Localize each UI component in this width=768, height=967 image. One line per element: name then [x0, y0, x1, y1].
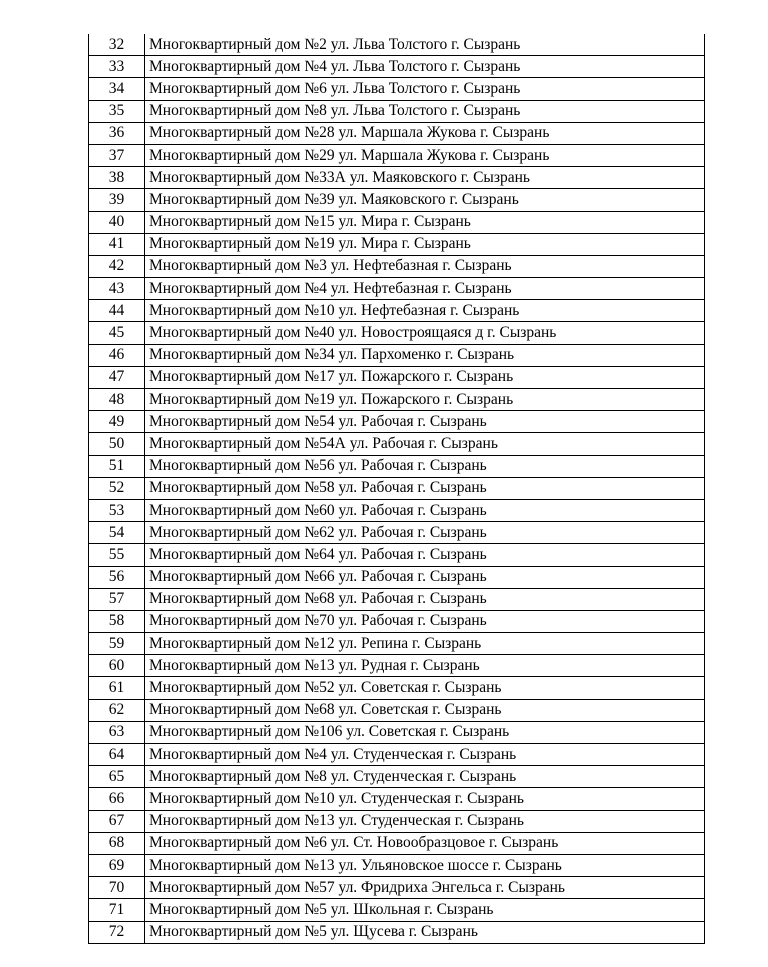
- row-number: 42: [89, 255, 145, 277]
- table-row: [89, 832, 705, 854]
- row-number: 38: [89, 167, 145, 189]
- table-row: [89, 899, 705, 921]
- row-number: 62: [89, 699, 145, 721]
- building-address: Многоквартирный дом №3 ул. Нефтебазная г. Сызрань: [145, 255, 705, 277]
- table-row: [89, 455, 705, 477]
- building-address: Многоквартирный дом №40 ул. Новостроящаяся д г. Сызрань: [145, 322, 705, 344]
- table-row: [89, 499, 705, 521]
- building-address: Многоквартирный дом №6 ул. Ст. Новообразцовое г. Сызрань: [145, 832, 705, 854]
- row-number: 34: [89, 78, 145, 100]
- row-number: 58: [89, 610, 145, 632]
- table-row: [89, 477, 705, 499]
- table-row: [89, 34, 705, 56]
- table-row: [89, 921, 705, 943]
- building-address: Многоквартирный дом №19 ул. Мира г. Сызрань: [145, 233, 705, 255]
- building-address: Многоквартирный дом №19 ул. Пожарского г. Сызрань: [145, 389, 705, 411]
- row-number: 37: [89, 144, 145, 166]
- row-number: 65: [89, 766, 145, 788]
- building-address: Многоквартирный дом №13 ул. Ульяновское шоссе г. Сызрань: [145, 854, 705, 876]
- row-number: 72: [89, 921, 145, 943]
- building-address: Многоквартирный дом №2 ул. Льва Толстого г. Сызрань: [145, 34, 705, 56]
- table-row: [89, 566, 705, 588]
- row-number: 39: [89, 189, 145, 211]
- table-row: [89, 854, 705, 876]
- building-address: Многоквартирный дом №29 ул. Маршала Жукова г. Сызрань: [145, 144, 705, 166]
- table-row: [89, 122, 705, 144]
- table-row: [89, 788, 705, 810]
- table-row: [89, 56, 705, 78]
- table-row: [89, 411, 705, 433]
- building-address: Многоквартирный дом №4 ул. Студенческая г. Сызрань: [145, 744, 705, 766]
- row-number: 49: [89, 411, 145, 433]
- row-number: 70: [89, 877, 145, 899]
- table-row: [89, 255, 705, 277]
- building-address: Многоквартирный дом №54А ул. Рабочая г. Сызрань: [145, 433, 705, 455]
- row-number: 57: [89, 588, 145, 610]
- table-row: [89, 810, 705, 832]
- building-address: Многоквартирный дом №70 ул. Рабочая г. Сызрань: [145, 610, 705, 632]
- row-number: 52: [89, 477, 145, 499]
- building-address: Многоквартирный дом №5 ул. Щусева г. Сызрань: [145, 921, 705, 943]
- row-number: 40: [89, 211, 145, 233]
- row-number: 48: [89, 389, 145, 411]
- table-row: [89, 633, 705, 655]
- building-address: Многоквартирный дом №8 ул. Льва Толстого г. Сызрань: [145, 100, 705, 122]
- building-address: Многоквартирный дом №64 ул. Рабочая г. Сызрань: [145, 544, 705, 566]
- row-number: 41: [89, 233, 145, 255]
- row-number: 71: [89, 899, 145, 921]
- row-number: 59: [89, 633, 145, 655]
- row-number: 61: [89, 677, 145, 699]
- table-row: [89, 544, 705, 566]
- row-number: 64: [89, 744, 145, 766]
- row-number: 46: [89, 344, 145, 366]
- row-number: 69: [89, 854, 145, 876]
- table-row: [89, 389, 705, 411]
- table-row: [89, 744, 705, 766]
- address-table: [88, 34, 705, 944]
- row-number: 51: [89, 455, 145, 477]
- row-number: 66: [89, 788, 145, 810]
- table-row: [89, 189, 705, 211]
- building-address: Многоквартирный дом №57 ул. Фридриха Энгельса г. Сызрань: [145, 877, 705, 899]
- table-row: [89, 322, 705, 344]
- row-number: 67: [89, 810, 145, 832]
- building-address: Многоквартирный дом №4 ул. Нефтебазная г. Сызрань: [145, 278, 705, 300]
- building-address: Многоквартирный дом №10 ул. Нефтебазная г. Сызрань: [145, 300, 705, 322]
- row-number: 54: [89, 522, 145, 544]
- building-address: Многоквартирный дом №54 ул. Рабочая г. Сызрань: [145, 411, 705, 433]
- building-address: Многоквартирный дом №15 ул. Мира г. Сызрань: [145, 211, 705, 233]
- building-address: Многоквартирный дом №68 ул. Рабочая г. Сызрань: [145, 588, 705, 610]
- row-number: 33: [89, 56, 145, 78]
- table-row: [89, 233, 705, 255]
- table-row: [89, 344, 705, 366]
- table-row: [89, 366, 705, 388]
- address-table-body: [89, 34, 705, 943]
- building-address: Многоквартирный дом №62 ул. Рабочая г. Сызрань: [145, 522, 705, 544]
- table-row: [89, 100, 705, 122]
- row-number: 60: [89, 655, 145, 677]
- table-row: [89, 721, 705, 743]
- row-number: 44: [89, 300, 145, 322]
- building-address: Многоквартирный дом №8 ул. Студенческая г. Сызрань: [145, 766, 705, 788]
- building-address: Многоквартирный дом №13 ул. Рудная г. Сызрань: [145, 655, 705, 677]
- table-row: [89, 610, 705, 632]
- building-address: Многоквартирный дом №10 ул. Студенческая г. Сызрань: [145, 788, 705, 810]
- building-address: Многоквартирный дом №17 ул. Пожарского г. Сызрань: [145, 366, 705, 388]
- row-number: 56: [89, 566, 145, 588]
- building-address: Многоквартирный дом №39 ул. Маяковского г. Сызрань: [145, 189, 705, 211]
- building-address: Многоквартирный дом №56 ул. Рабочая г. Сызрань: [145, 455, 705, 477]
- table-row: [89, 766, 705, 788]
- building-address: Многоквартирный дом №13 ул. Студенческая г. Сызрань: [145, 810, 705, 832]
- table-row: [89, 278, 705, 300]
- table-row: [89, 144, 705, 166]
- row-number: 50: [89, 433, 145, 455]
- row-number: 53: [89, 499, 145, 521]
- table-row: [89, 300, 705, 322]
- table-row: [89, 677, 705, 699]
- building-address: Многоквартирный дом №34 ул. Пархоменко г. Сызрань: [145, 344, 705, 366]
- building-address: Многоквартирный дом №66 ул. Рабочая г. Сызрань: [145, 566, 705, 588]
- building-address: Многоквартирный дом №58 ул. Рабочая г. Сызрань: [145, 477, 705, 499]
- row-number: 35: [89, 100, 145, 122]
- row-number: 32: [89, 34, 145, 56]
- table-row: [89, 167, 705, 189]
- building-address: Многоквартирный дом №6 ул. Льва Толстого г. Сызрань: [145, 78, 705, 100]
- row-number: 68: [89, 832, 145, 854]
- building-address: Многоквартирный дом №5 ул. Школьная г. Сызрань: [145, 899, 705, 921]
- building-address: Многоквартирный дом №33А ул. Маяковского г. Сызрань: [145, 167, 705, 189]
- building-address: Многоквартирный дом №28 ул. Маршала Жукова г. Сызрань: [145, 122, 705, 144]
- building-address: Многоквартирный дом №106 ул. Советская г. Сызрань: [145, 721, 705, 743]
- building-address: Многоквартирный дом №4 ул. Льва Толстого г. Сызрань: [145, 56, 705, 78]
- row-number: 45: [89, 322, 145, 344]
- building-address: Многоквартирный дом №60 ул. Рабочая г. Сызрань: [145, 499, 705, 521]
- row-number: 55: [89, 544, 145, 566]
- row-number: 43: [89, 278, 145, 300]
- row-number: 47: [89, 366, 145, 388]
- table-row: [89, 433, 705, 455]
- table-row: [89, 588, 705, 610]
- table-row: [89, 211, 705, 233]
- table-row: [89, 522, 705, 544]
- table-row: [89, 78, 705, 100]
- table-row: [89, 699, 705, 721]
- table-row: [89, 877, 705, 899]
- table-row: [89, 655, 705, 677]
- building-address: Многоквартирный дом №12 ул. Репина г. Сызрань: [145, 633, 705, 655]
- row-number: 36: [89, 122, 145, 144]
- building-address: Многоквартирный дом №68 ул. Советская г. Сызрань: [145, 699, 705, 721]
- building-address: Многоквартирный дом №52 ул. Советская г. Сызрань: [145, 677, 705, 699]
- row-number: 63: [89, 721, 145, 743]
